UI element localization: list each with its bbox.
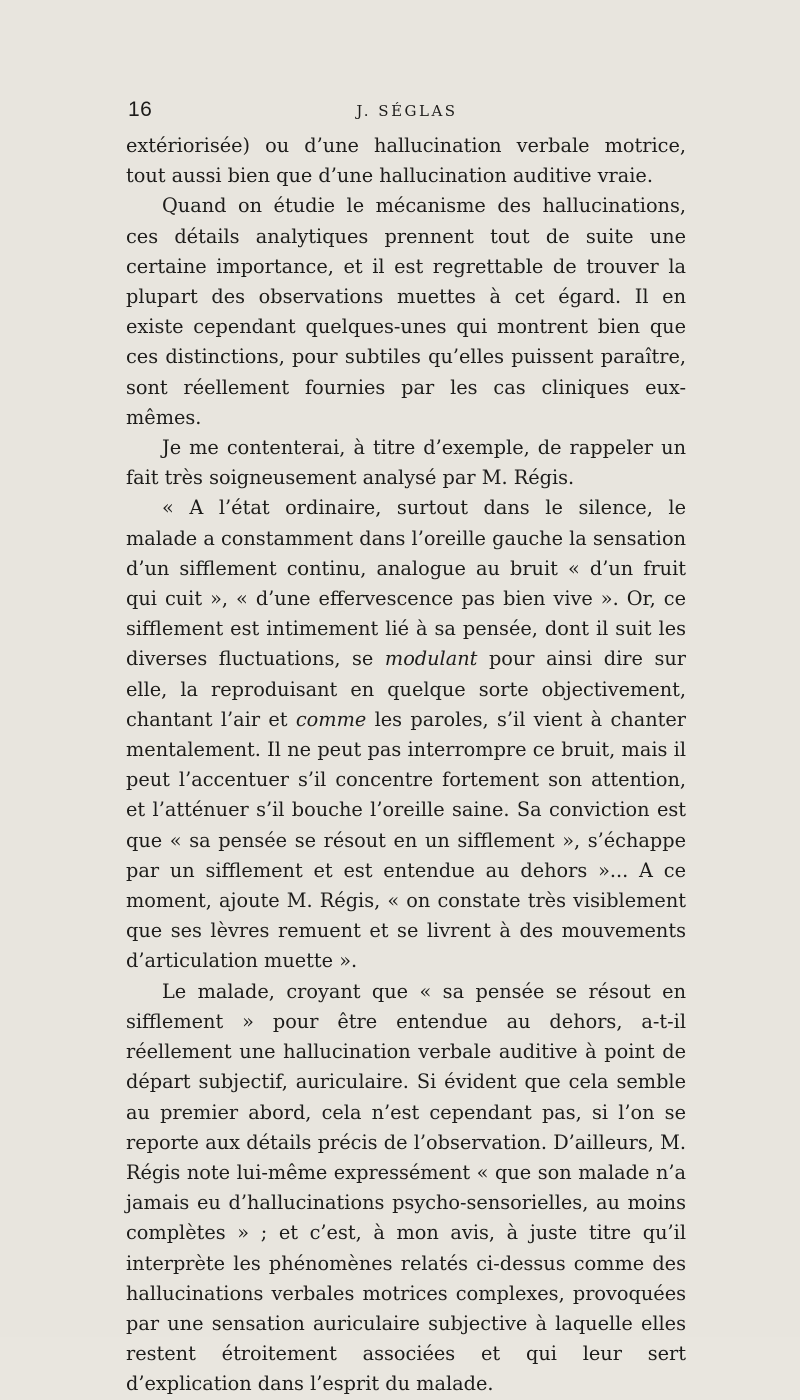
- page-header: [128, 98, 686, 128]
- italic-modulant: modulant: [384, 647, 478, 671]
- paragraph-2: Quand on étudie le mécanisme des hallucinations, ces détails analytiques prennent tout de suite une certaine importance, et il est regrettable de trouver la plupart des observations muettes à cet égard. Il en existe cependant quelques-unes qui montrent bien que ces distinctions, pour subtiles qu’elles puissent paraître, sont réellement fournies par les cas cliniques eux-mêmes.: [126, 194, 686, 429]
- paragraph-3: Je me contenterai, à titre d’exemple, de rappeler un fait très soigneusement analysé par M. Régis.: [126, 436, 686, 490]
- paragraph-4-quotation: [126, 493, 686, 976]
- italic-comme: comme: [295, 707, 367, 731]
- quotation-text-part-3: les paroles, s’il vient à chanter mentalement. Il ne peut pas interrompre ce bruit, mais il peut l’accentuer s’il concentre fortement son attention, et l’atténuer s’il bouche l’oreille saine. Sa conviction est que « sa pensée se résout en un sifflement », s’échappe par un sifflement et est entendue au dehors »... A ce moment, ajoute M. Régis, « on constate très visiblement que ses lèvres remuent et se livrent à des mouvements d’articulation muette ».: [126, 707, 686, 973]
- quotation-text-part-2: pour ainsi dire sur elle, la reproduisant en quelque sorte objectivement, chantant l’air et: [126, 647, 686, 731]
- paragraph-5: Le malade, croyant que « sa pensée se résout en sifflement » pour être entendue au dehors, a-t-il réellement une hallucination verbale auditive à point de départ subjectif, auriculaire. Si évident que cela semble au premier abord, cela n’est cependant pas, si l’on se reporte aux détails précis de l’observation. D’ailleurs, M. Régis note lui-même expressément « que son malade n’a jamais eu d’hallucinations psycho-sensorielles, au moins complètes » ; et c’est, à mon avis, à juste titre qu’il interprète les phénomènes relatés ci-dessus comme des hallucinations verbales motrices complexes, provoquées par une sensation auriculaire subjective à laquelle elles restent étroitement associées et qui leur sert d’explication dans l’esprit du malade.: [126, 979, 686, 1396]
- paragraph-1: extériorisée) ou d’une hallucination verbale motrice, tout aussi bien que d’une hallucination auditive vraie.: [126, 134, 686, 188]
- page-number: 16: [128, 98, 153, 121]
- quotation-text-part-1: « A l’état ordinaire, surtout dans le silence, le malade a constamment dans l’oreille gauche la sensation d’un sifflement continu, analogue au bruit « d’un fruit qui cuit », « d’une effervescence pas bien vive ». Or, ce sifflement est intimement lié à sa pensée, dont il suit les diverses fluctuations, se: [126, 496, 686, 671]
- body-text: [126, 131, 686, 1400]
- running-head: J. SÉGLAS: [356, 102, 458, 120]
